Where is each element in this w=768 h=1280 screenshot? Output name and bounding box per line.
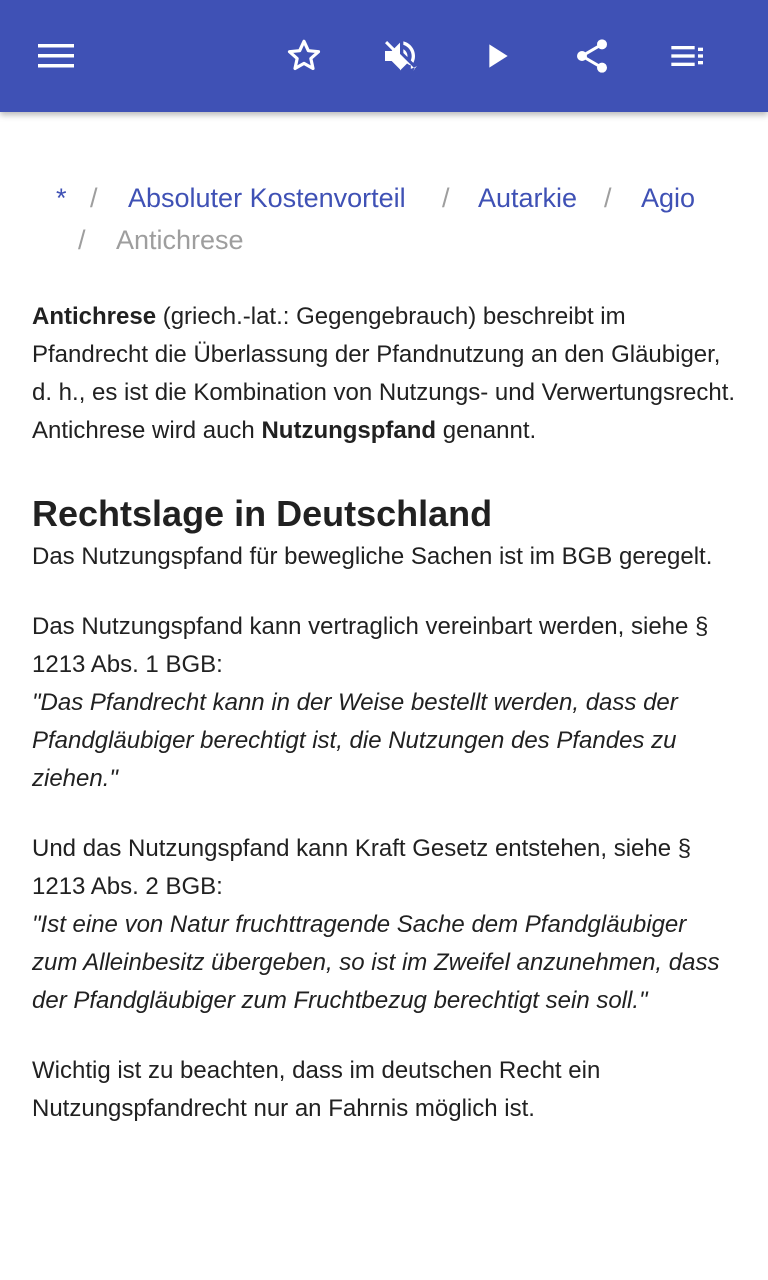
playlist-icon	[668, 36, 708, 76]
intro-term-2: Nutzungspfand	[261, 417, 437, 444]
intro-text-1: (griech.-lat.: Gegengebrauch) beschreibt im Pfandrecht die Überlassung der Pfandnutzung an den Gläubiger, d. h., es ist die Kombination von Nutzungs- und Verwertungsrecht. Antichrese wird auch	[32, 303, 736, 444]
paragraph-fahrnis-note: Wichtig ist zu beachten, dass im deutschen Recht ein Nutzungspfandrecht nur an Fahrnis möglich ist.	[32, 1057, 601, 1122]
volume-off-icon	[380, 36, 420, 76]
article-content	[32, 112, 736, 1128]
breadcrumb-separator: /	[442, 183, 450, 213]
share-icon	[572, 36, 612, 76]
paragraph-bgb-regulated: Das Nutzungspfand für bewegliche Sachen ist im BGB geregelt.	[32, 543, 713, 570]
intro-text-2: genannt.	[436, 417, 537, 444]
intro-term: Antichrese	[32, 303, 157, 330]
section-title: Rechtslage in Deutschland	[32, 493, 493, 534]
breadcrumb-item-absoluter-kostenvorteil[interactable]: Absoluter Kostenvorteil	[128, 183, 406, 213]
paragraph-contractual: Das Nutzungspfand kann vertraglich vereinbart werden, siehe § 1213 Abs. 1 BGB:	[32, 613, 709, 678]
star-outline-icon	[284, 36, 324, 76]
play-icon	[476, 36, 516, 76]
quote-1213-2: "Ist eine von Natur fruchttragende Sache dem Pfandgläubiger zum Alleinbesitz übergeben, so ist im Zweifel anzunehmen, dass der Pfandgläubiger zum Fruchtbezug berechtigt sein soll."	[32, 911, 720, 1014]
breadcrumb-separator: /	[604, 183, 612, 213]
intro-paragraph	[32, 298, 736, 450]
play-button[interactable]	[464, 24, 528, 88]
mute-button[interactable]	[368, 24, 432, 88]
share-button[interactable]	[560, 24, 624, 88]
quote-1213-1: "Das Pfandrecht kann in der Weise bestellt werden, dass der Pfandgläubiger berechtigt ist, die Nutzungen des Pfandes zu ziehen."	[32, 689, 678, 792]
breadcrumb-separator: /	[90, 183, 98, 213]
menu-button[interactable]	[24, 24, 88, 88]
breadcrumb-item-home[interactable]: *	[56, 183, 67, 213]
breadcrumb-separator: /	[78, 225, 86, 255]
breadcrumb	[32, 112, 736, 282]
contents-button[interactable]	[656, 24, 720, 88]
breadcrumb-item-agio[interactable]: Agio	[641, 183, 696, 213]
paragraph-statutory: Und das Nutzungspfand kann Kraft Gesetz entstehen, siehe § 1213 Abs. 2 BGB:	[32, 835, 692, 900]
menu-icon	[36, 42, 76, 70]
breadcrumb-item-current: Antichrese	[116, 225, 244, 255]
breadcrumb-item-autarkie[interactable]: Autarkie	[478, 183, 578, 213]
app-bar	[0, 0, 768, 112]
bookmark-button[interactable]	[272, 24, 336, 88]
